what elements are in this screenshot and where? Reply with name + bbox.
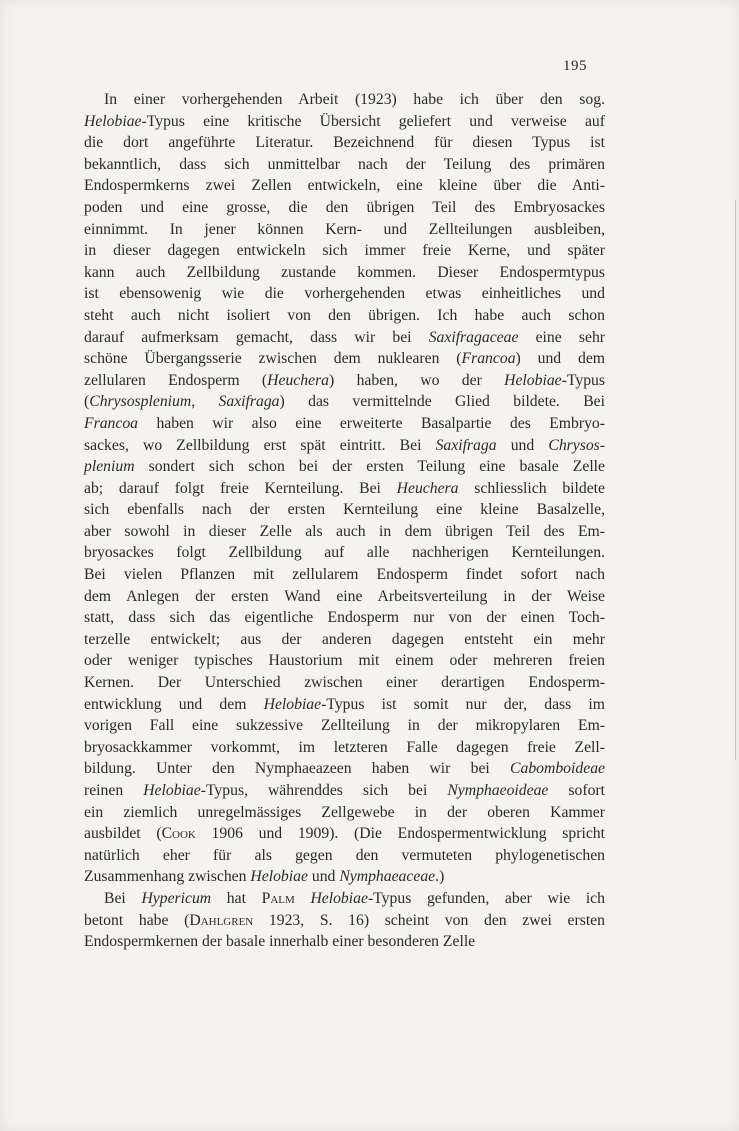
text-line: dem Anlegen der ersten Wand eine Arbeitsverteilung in der Weise — [84, 587, 605, 605]
text-line: ausbildet (Cook 1906 und 1909). (Die Endospermentwicklung spricht — [84, 825, 605, 843]
text-line: schöne Übergangsserie zwischen dem nuklearen (Francoa) und dem — [84, 350, 605, 368]
text-line: terzelle entwickelt; aus der anderen dagegen entsteht ein mehr — [84, 630, 605, 648]
text-line: vorigen Fall eine sukzessive Zellteilung in der mikropylaren Em- — [84, 717, 605, 735]
body-text — [84, 89, 605, 953]
text-line: Helobiae-Typus eine kritische Übersicht geliefert und verweise auf — [84, 112, 605, 130]
text-line: darauf aufmerksam gemacht, dass wir bei Saxifragaceae eine sehr — [84, 328, 606, 346]
text-line: bryosackes folgt Zellbildung auf alle nachherigen Kernteilungen. — [84, 544, 605, 562]
text-line: ab; darauf folgt freie Kernteilung. Bei Heuchera schliesslich bildete — [84, 479, 606, 497]
text-line: entwicklung und dem Helobiae-Typus ist somit nur der, dass im — [84, 695, 605, 713]
text-line: poden und eine grosse, die den übrigen Teil des Embryosackes — [84, 198, 605, 216]
text-line: Zusammenhang zwischen Helobiae und Nymphaeaceae.) — [84, 868, 445, 886]
text-line: einnimmt. In jener können Kern- und Zellteilungen ausbleiben, — [84, 220, 605, 238]
text-line: aber sowohl in dieser Zelle als auch in dem übrigen Teil des Em- — [84, 522, 605, 540]
text-line: betont habe (Dahlgren 1923, S. 16) scheint von den zwei ersten — [84, 911, 605, 929]
text-line: (Chrysosplenium, Saxifraga) das vermittelnde Glied bildete. Bei — [84, 393, 606, 411]
text-line: die dort angeführte Literatur. Bezeichnend für diesen Typus ist — [84, 134, 605, 152]
text-line: statt, dass sich das eigentliche Endosperm nur von der einen Toch- — [84, 609, 605, 627]
text-line: bekanntlich, dass sich unmittelbar nach der Teilung des primären — [84, 155, 605, 173]
text-line: in dieser dagegen entwickeln sich immer freie Kerne, und später — [84, 242, 605, 260]
text-line: oder weniger typisches Haustorium mit einem oder mehreren freien — [84, 652, 605, 670]
text-line: bryosackkammer vorkommt, im letzteren Falle dagegen freie Zell- — [84, 738, 605, 756]
text-line: steht auch nicht isoliert von den übrigen. Ich habe auch schon — [84, 306, 605, 324]
text-line: reinen Helobiae-Typus, währenddes sich bei Nymphaeoideae sofort — [84, 782, 605, 799]
text-line: kann auch Zellbildung zustande kommen. Dieser Endospermtypus — [84, 263, 605, 281]
text-line: Endospermkerns zwei Zellen entwickeln, eine kleine über die Anti- — [84, 177, 605, 195]
text-line: Endospermkernen der basale innerhalb einer besonderen Zelle — [84, 933, 476, 951]
text-line: bildung. Unter den Nymphaeazeen haben wir bei Cabomboideae — [84, 760, 605, 778]
text-line: Kernen. Der Unterschied zwischen einer derartigen Endosperm- — [84, 674, 605, 692]
text-line: Bei Hypericum hat Palm Helobiae-Typus gefunden, aber wie ich — [104, 889, 605, 907]
text-line: plenium sondert sich schon bei der ersten Teilung eine basale Zelle — [84, 458, 605, 476]
text-line: ist ebensowenig wie die vorhergehenden etwas einheitliches und — [84, 285, 605, 303]
page-number: 195 — [563, 58, 587, 74]
paragraph-1 — [84, 89, 605, 888]
text-line: natürlich eher für als gegen den vermuteten phylogenetischen — [84, 846, 605, 864]
text-line: Francoa haben wir also eine erweiterte Basalpartie des Embryo- — [84, 414, 605, 432]
text-line: sich ebenfalls nach der ersten Kernteilung eine kleine Basalzelle, — [84, 501, 605, 519]
paragraph-2 — [84, 888, 605, 953]
text-line: zellularen Endosperm (Heuchera) haben, wo der Helobiae-Typus — [84, 371, 606, 389]
text-line: In einer vorhergehenden Arbeit (1923) habe ich über den sog. — [104, 91, 605, 108]
text-line: Bei vielen Pflanzen mit zellularem Endosperm findet sofort nach — [84, 566, 605, 584]
text-line: ein ziemlich unregelmässiges Zellgewebe in der oberen Kammer — [84, 803, 605, 821]
text-line: sackes, wo Zellbildung erst spät eintritt. Bei Saxifraga und Chrysos- — [84, 436, 606, 454]
page-edge-line — [735, 200, 736, 760]
